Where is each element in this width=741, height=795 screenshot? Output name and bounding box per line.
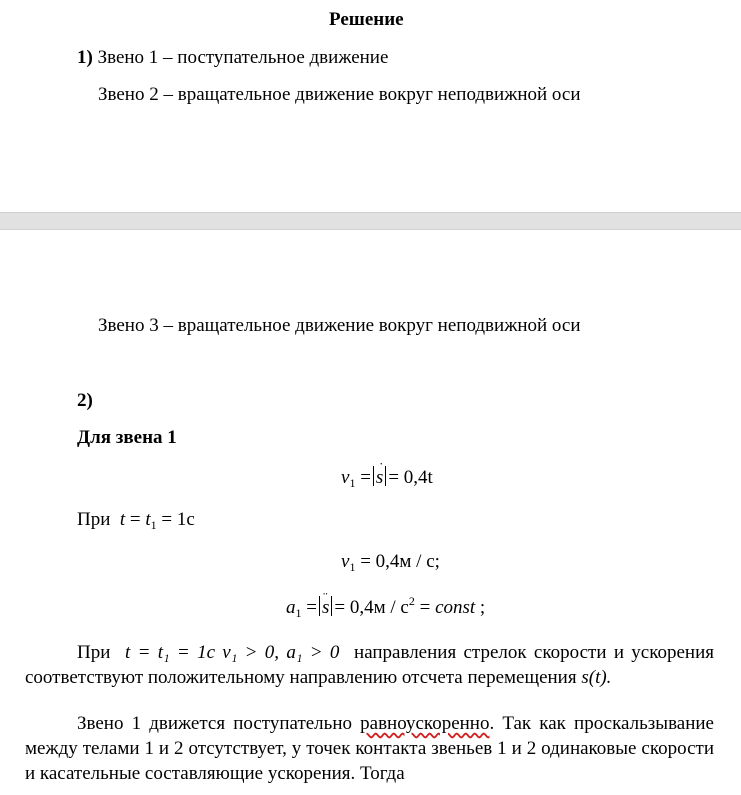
solution-heading: Решение <box>329 9 404 30</box>
eq3-end: ; <box>479 597 486 618</box>
eq3-sub: 1 <box>295 606 302 620</box>
condition-line: При $t = t_1 = 1c$ <box>77 509 195 532</box>
page-break-divider <box>0 212 741 230</box>
paragraph-motion <box>25 711 714 786</box>
eq1-s-dot: ˙ s <box>376 467 383 489</box>
equation-velocity: $v_1$ =˙ s = 0,4t <box>341 466 433 489</box>
eq3-lhs: a <box>286 597 296 618</box>
cond-t1: t <box>145 509 151 530</box>
p4-condition: t = t₁ = 1c v₁ > 0, a₁ > 0 <box>125 642 340 663</box>
eq3-s-ddot: ¨ s <box>322 597 329 619</box>
item-number-1: 1) <box>77 47 93 68</box>
eq2-rhs: 0,4м / c <box>375 551 435 572</box>
p5-start: Звено 1 движется поступательно <box>77 713 352 734</box>
eq1-lhs: v <box>341 467 350 488</box>
eq1-rhs: 0,4t <box>403 467 433 488</box>
p4-text: направления стрелок скорости и ускорения соответствуют положительному направлению отсчета перемещения <box>25 642 715 688</box>
p5-rest: . Так как проскальзывание между телами 1 и 2 отсутствует, у точек контакта звеньев 1 и 2 одинаковые скорости и касательные составляющие ускорения. Тогда <box>25 713 714 784</box>
p4-end: s(t). <box>581 667 612 688</box>
cond-sub: 1 <box>150 518 157 532</box>
paragraph-link-1 <box>77 47 388 69</box>
eq2-lhs: v <box>341 551 350 572</box>
cond-t: t <box>119 509 126 530</box>
eq3-pow: 2 <box>408 594 415 608</box>
link-1-text: Звено 1 – поступательное движение <box>97 47 389 68</box>
eq3-rhs: 0,4м / c <box>349 597 409 618</box>
item-number-2: 2) <box>77 390 93 411</box>
link-3-text: Звено 3 – вращательное движение вокруг неподвижной оси <box>98 315 581 336</box>
eq2-end: ; <box>434 551 440 572</box>
eq1-sub: 1 <box>349 476 356 490</box>
section-heading-link1: Для звена 1 <box>77 427 177 448</box>
eq3-const: const <box>435 597 476 618</box>
equation-acceleration: $a_1$ =¨ $s = 0,4м / c^2$ = const ; <box>286 596 485 619</box>
p5-spellcheck-word[interactable]: равноускоренно <box>360 713 490 734</box>
cond-val: 1c <box>176 509 195 530</box>
link-2-text: Звено 2 – вращательное движение вокруг неподвижной оси <box>98 84 581 105</box>
at-label: При <box>77 509 111 530</box>
p4-prefix: При <box>77 642 111 663</box>
eq2-sub: 1 <box>349 560 356 574</box>
equation-velocity-value: $v_1 = 0,4м / c$; <box>341 551 440 574</box>
paragraph-direction <box>25 640 714 690</box>
